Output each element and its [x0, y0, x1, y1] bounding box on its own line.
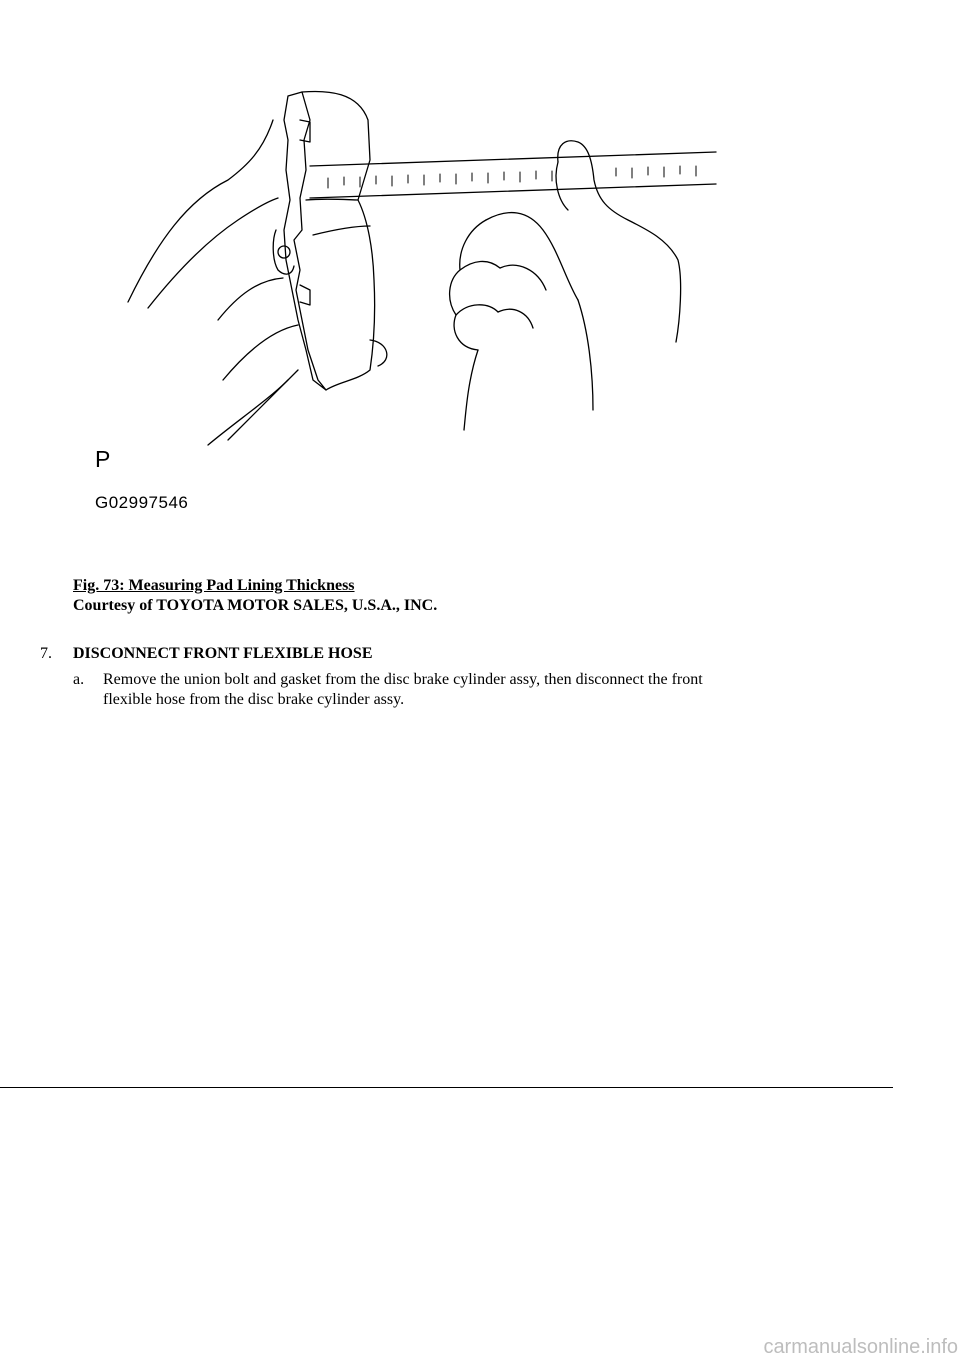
step-number: 7.: [40, 645, 52, 662]
procedure-substep: [73, 670, 893, 710]
brake-pad-lining: [302, 91, 375, 390]
pad-measurement-illustration: [88, 80, 728, 520]
figure-caption-title[interactable]: Fig. 73: Measuring Pad Lining Thickness: [73, 577, 355, 594]
caliper-scale-ticks: [328, 166, 696, 188]
figure-code: G02997546: [95, 493, 189, 512]
figure-view-letter: P: [95, 446, 111, 472]
vernier-caliper: [310, 152, 716, 166]
substep-line-1: [73, 670, 893, 690]
watermark: carmanualsonline.info: [763, 1336, 958, 1358]
figure-caption: [73, 576, 437, 616]
step-title: DISCONNECT FRONT FLEXIBLE HOSE: [73, 645, 373, 662]
page-footer-rule: [0, 1087, 893, 1088]
figure-caption-courtesy: Courtesy of TOYOTA MOTOR SALES, U.S.A., INC.: [73, 597, 438, 614]
procedure-step: [40, 644, 372, 664]
brake-pad-backing-plate: [284, 92, 326, 390]
substep-text-line-1: Remove the union bolt and gasket from the disc brake cylinder assy, then disconnect the front: [103, 671, 703, 688]
right-hand-outline: [558, 141, 681, 342]
substep-letter: a.: [73, 671, 85, 688]
substep-text-line-2: flexible hose from the disc brake cylinder assy.: [103, 691, 405, 708]
